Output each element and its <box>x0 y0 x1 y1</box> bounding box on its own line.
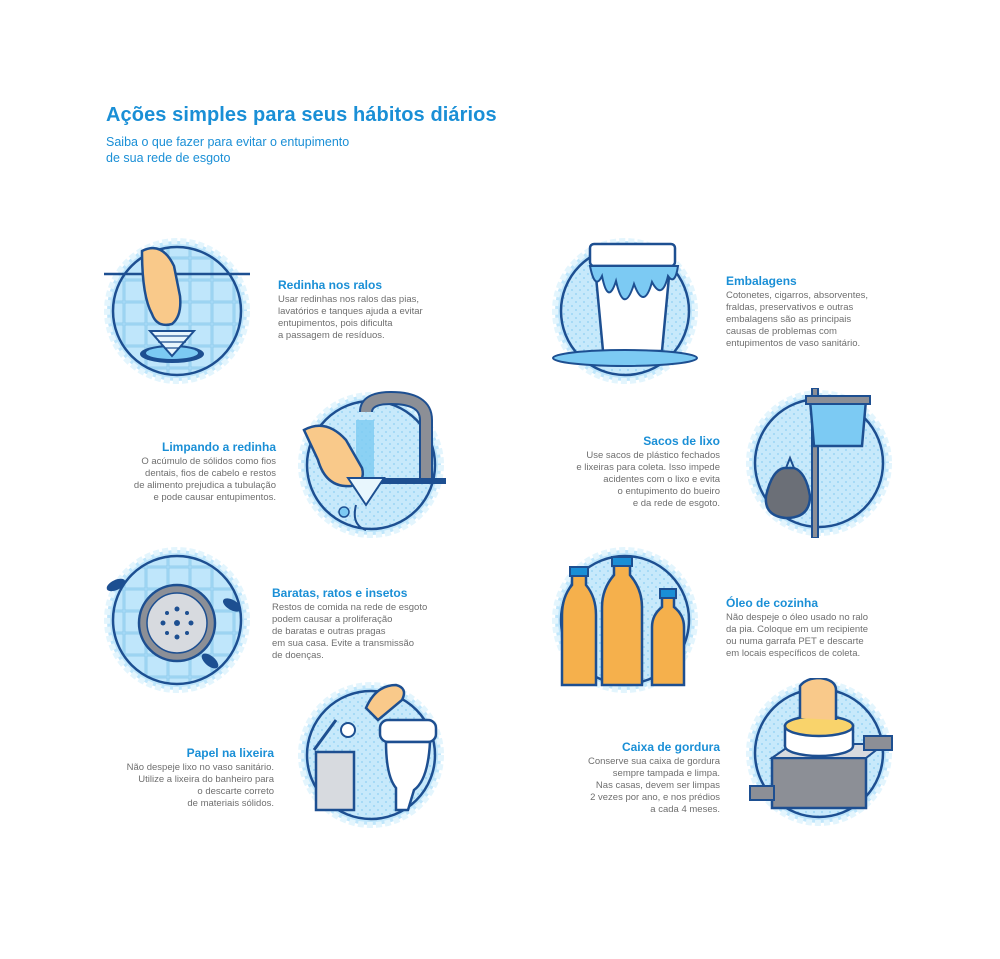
card-caixa-de-gordura <box>530 740 720 816</box>
card-title: Redinha nos ralos <box>278 278 383 292</box>
card-body <box>272 602 462 662</box>
card-line: entupimentos de vaso sanitário. <box>726 338 861 349</box>
card-title: Papel na lixeira <box>186 746 274 760</box>
card-line: em sua casa. Evite a transmissão <box>272 638 415 649</box>
toilet-trash-bin-icon <box>296 680 446 830</box>
card-line: acidentes com o lixo e evita <box>603 474 720 485</box>
card-embalagens <box>726 274 916 350</box>
card-line: de alimento prejudica a tubulação <box>133 480 276 491</box>
card-line: o descarte correto <box>197 786 274 797</box>
card-line: e lixeiras para coleta. Isso impede <box>576 462 720 473</box>
trash-bag-bin-icon <box>744 388 894 538</box>
card-line: ou numa garrafa PET e descarte <box>726 636 864 647</box>
card-line: de doenças. <box>272 650 324 661</box>
card-line: o entupimento do bueiro <box>617 486 720 497</box>
card-line: Conserve sua caixa de gordura <box>587 756 720 767</box>
card-oleo-de-cozinha <box>726 596 916 660</box>
card-body <box>86 456 276 504</box>
card-line: lavatórios e tanques ajuda a evitar <box>278 306 423 317</box>
card-papel-na-lixeira <box>84 746 274 810</box>
card-line: Nas casas, devem ser limpas <box>595 780 720 791</box>
page-title: Ações simples para seus hábitos diários <box>106 104 497 126</box>
card-line: causas de problemas com <box>726 326 837 337</box>
faucet-strainer-icon <box>296 390 446 540</box>
card-line: embalagens são as principais <box>726 314 852 325</box>
overflowing-toilet-icon <box>550 236 700 386</box>
card-line: de materiais sólidos. <box>187 798 274 809</box>
card-title: Baratas, ratos e insetos <box>272 586 408 600</box>
oil-bottles-icon <box>550 545 700 695</box>
card-body <box>726 290 916 350</box>
card-baratas-ratos-insetos <box>272 586 462 662</box>
card-title: Caixa de gordura <box>621 740 720 754</box>
card-body <box>726 612 916 660</box>
card-limpando-a-redinha <box>86 440 276 504</box>
card-sacos-de-lixo <box>530 434 720 510</box>
card-line: fraldas, preservativos e outras <box>726 302 854 313</box>
card-redinha-nos-ralos <box>278 278 468 342</box>
card-line: da pia. Coloque em um recipiente <box>726 624 869 635</box>
card-title: Sacos de lixo <box>643 434 720 448</box>
card-line: dentais, fios de cabelo e restos <box>145 468 276 479</box>
page-subtitle <box>106 134 349 166</box>
card-line: 2 vezes por ano, e nos prédios <box>590 792 720 803</box>
card-body <box>84 762 274 810</box>
grease-trap-icon <box>744 678 894 828</box>
card-body <box>530 450 720 510</box>
drain-strainer-hand-icon <box>102 236 252 386</box>
card-title: Óleo de cozinha <box>726 596 819 610</box>
card-line: em locais específicos de coleta. <box>726 648 861 659</box>
subtitle-line: Saiba o que fazer para evitar o entupimento <box>106 135 350 149</box>
card-line: Restos de comida na rede de esgoto <box>272 602 428 613</box>
card-line: entupimentos, pois dificulta <box>278 318 393 329</box>
card-line: sempre tampada e limpa. <box>612 768 720 779</box>
card-body <box>530 756 720 816</box>
card-line: Cotonetes, cigarros, absorventes, <box>726 290 869 301</box>
card-line: O acúmulo de sólidos como fios <box>141 456 276 467</box>
drain-cockroach-icon <box>102 545 252 695</box>
card-line: a passagem de resíduos. <box>278 330 385 341</box>
card-line: podem causar a proliferação <box>272 614 393 625</box>
card-line: e da rede de esgoto. <box>632 498 720 509</box>
card-line: e pode causar entupimentos. <box>153 492 276 503</box>
card-line: Não despeje o óleo usado no ralo <box>726 612 869 623</box>
card-line: de baratas e outras pragas <box>272 626 386 637</box>
card-line: Não despeje lixo no vaso sanitário. <box>126 762 274 773</box>
card-title: Limpando a redinha <box>161 440 276 454</box>
subtitle-line: de sua rede de esgoto <box>106 151 231 165</box>
card-line: Utilize a lixeira do banheiro para <box>138 774 274 785</box>
card-line: a cada 4 meses. <box>650 804 720 815</box>
card-line: Usar redinhas nos ralos das pias, <box>278 294 419 305</box>
card-line: Use sacos de plástico fechados <box>586 450 720 461</box>
card-body <box>278 294 468 342</box>
card-title: Embalagens <box>726 274 797 288</box>
